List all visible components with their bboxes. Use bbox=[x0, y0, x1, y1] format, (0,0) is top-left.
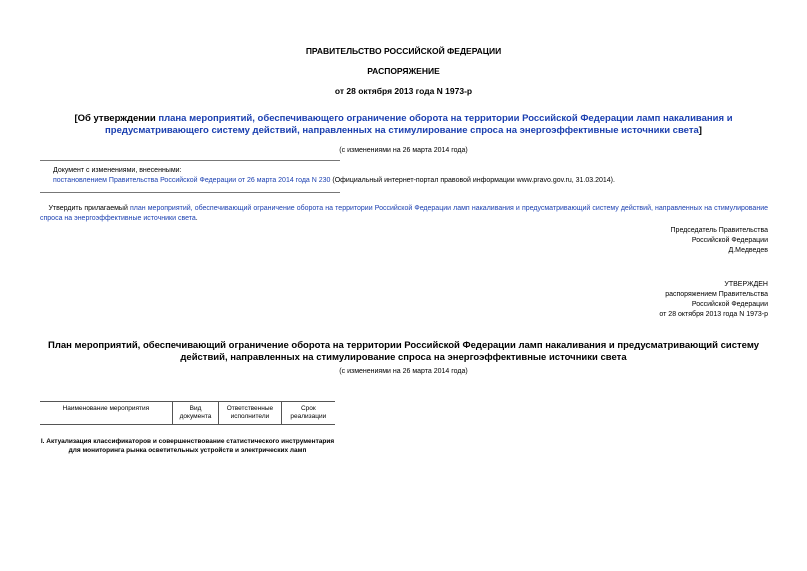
table-section-heading: I. Актуализация классификаторов и совершенствование статистического инструментария для мониторинга рынка осветительных устройств и электрических ламп bbox=[40, 438, 335, 454]
changes-note: (с изменениями на 26 марта 2014 года) bbox=[339, 147, 468, 154]
divider-bottom bbox=[40, 192, 340, 193]
signature-name: Д.Медведев bbox=[728, 247, 768, 254]
approved-label: УТВЕРЖДЕН bbox=[724, 281, 768, 288]
heading-link[interactable]: плана мероприятий, обеспечивающего ограничение оборота на территории Российской Федерации ламп накаливания и предусматривающего систему действий, направленных на стимулирование спроса на энергоэффективные источники света bbox=[105, 113, 733, 136]
column-header-activity: Наименование мероприятия bbox=[40, 402, 172, 425]
amendments-note bbox=[53, 166, 773, 186]
heading-bracket-open: [Об утверждении bbox=[74, 113, 159, 124]
amendments-line bbox=[53, 176, 773, 186]
signature-org: Российской Федерации bbox=[691, 237, 768, 244]
plan-table bbox=[40, 401, 335, 425]
approved-date: от 28 октября 2013 года N 1973-р bbox=[659, 311, 768, 318]
plan-heading: План мероприятий, обеспечивающий ограничение оборота на территории Российской Федерации ламп накаливания и предусматривающий систему действий, направленных на стимулирование спроса на энергоэффективные источники света bbox=[47, 340, 759, 363]
column-header-deadline: Срок реализации bbox=[281, 402, 335, 425]
plan-link[interactable]: план мероприятий, обеспечивающий ограничение оборота на территории Российской Федерации ламп накаливания и предусматривающий систему действий, направленных на стимулирование спроса на энергоэффективные источники света bbox=[40, 205, 768, 222]
document-date-number: от 28 октября 2013 года N 1973-р bbox=[334, 86, 473, 96]
plan-changes-note: (с изменениями на 26 марта 2014 года) bbox=[339, 368, 468, 375]
signature-position: Председатель Правительства bbox=[670, 227, 768, 234]
signature-block bbox=[671, 226, 768, 256]
amendment-link[interactable]: постановлением Правительства Российской Федерации от 26 марта 2014 года N 230 bbox=[53, 177, 331, 184]
table-header-row bbox=[40, 402, 335, 425]
document-heading bbox=[40, 113, 767, 137]
approve-prefix: Утвердить прилагаемый bbox=[48, 205, 130, 212]
amendment-source: (Официальный интернет-портал правовой информации www.pravo.gov.ru, 31.03.2014). bbox=[330, 177, 615, 184]
column-header-document-type: Вид документа bbox=[172, 402, 218, 425]
heading-bracket-close: ] bbox=[698, 125, 702, 136]
approve-paragraph bbox=[40, 204, 768, 224]
divider-top bbox=[40, 160, 340, 161]
document-type: РАСПОРЯЖЕНИЕ bbox=[367, 66, 440, 76]
approved-block bbox=[659, 280, 768, 320]
approve-suffix: . bbox=[195, 215, 198, 222]
approved-by: распоряжением Правительства bbox=[665, 291, 768, 298]
amendments-intro: Документ с изменениями, внесенными: bbox=[53, 167, 182, 174]
approved-org: Российской Федерации bbox=[691, 301, 768, 308]
column-header-responsible: Ответственные исполнители bbox=[219, 402, 281, 425]
government-title: ПРАВИТЕЛЬСТВО РОССИЙСКОЙ ФЕДЕРАЦИИ bbox=[305, 46, 502, 56]
